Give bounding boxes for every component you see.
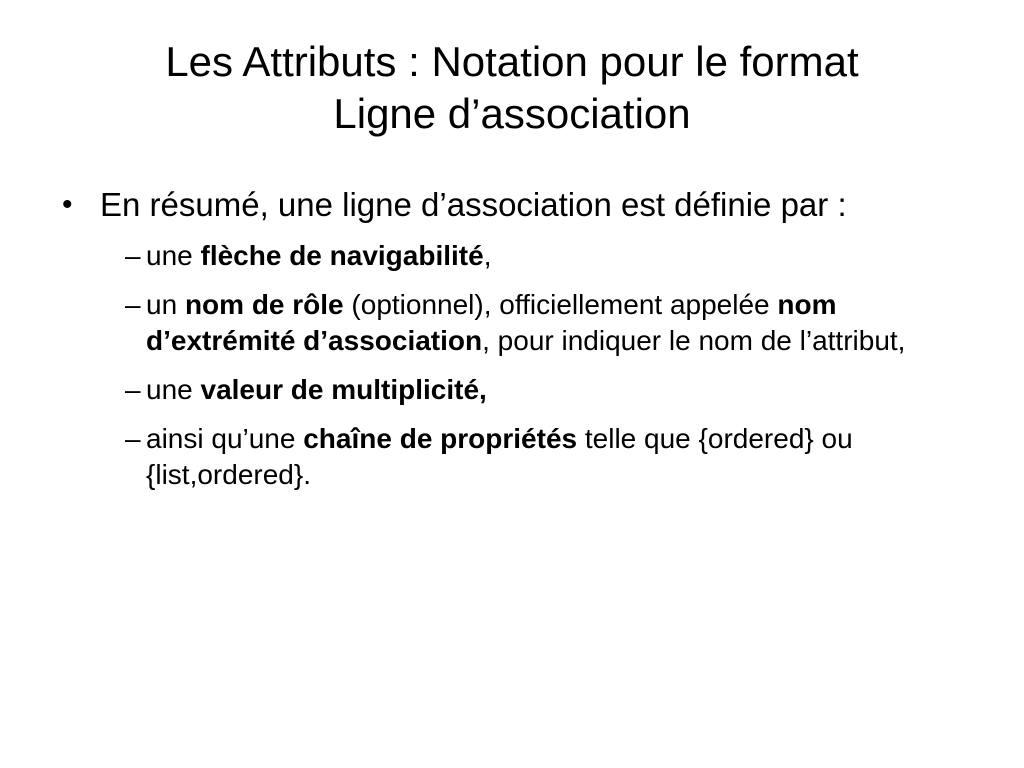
- item-text: telle que {ordered} ou {list,ordered}.: [146, 423, 853, 490]
- sub-bullet-role-name: [58, 287, 958, 359]
- slide-title: [40, 36, 984, 140]
- bullet-icon: •: [62, 188, 73, 221]
- dash-icon: –: [125, 374, 141, 405]
- item-bold-text: nom de rôle: [184, 289, 344, 320]
- item-bold-text: valeur de multiplicité,: [200, 374, 487, 405]
- item-text: ,: [483, 240, 492, 271]
- slide-title-line-1: Les Attributs : Notation pour le format: [165, 38, 859, 85]
- dash-icon: –: [125, 240, 141, 271]
- sub-bullet-list: [58, 238, 958, 493]
- slide-title-line-2: Ligne d’association: [333, 90, 691, 137]
- item-text: , pour indiquer le nom de l’attribut,: [482, 325, 906, 356]
- item-text: une: [146, 374, 201, 405]
- slide-body: [58, 183, 958, 506]
- intro-bullet: [58, 183, 958, 226]
- item-bold-text: chaîne de propriétés: [303, 423, 578, 454]
- item-bold-text: nom d’extrémité d’association: [146, 289, 837, 356]
- item-text: (optionnel), officiellement appelée: [343, 289, 778, 320]
- sub-bullet-multiplicity: [58, 372, 958, 408]
- item-text: ainsi qu’une: [146, 423, 304, 454]
- item-text: un: [146, 289, 185, 320]
- intro-text: En résumé, une ligne d’association est définie par :: [100, 186, 847, 223]
- dash-icon: –: [125, 423, 141, 454]
- item-bold-text: flèche de navigabilité: [200, 240, 484, 271]
- item-text: une: [146, 240, 201, 271]
- sub-bullet-property-string: [58, 421, 958, 493]
- dash-icon: –: [125, 289, 141, 320]
- sub-bullet-navigability: [58, 238, 958, 274]
